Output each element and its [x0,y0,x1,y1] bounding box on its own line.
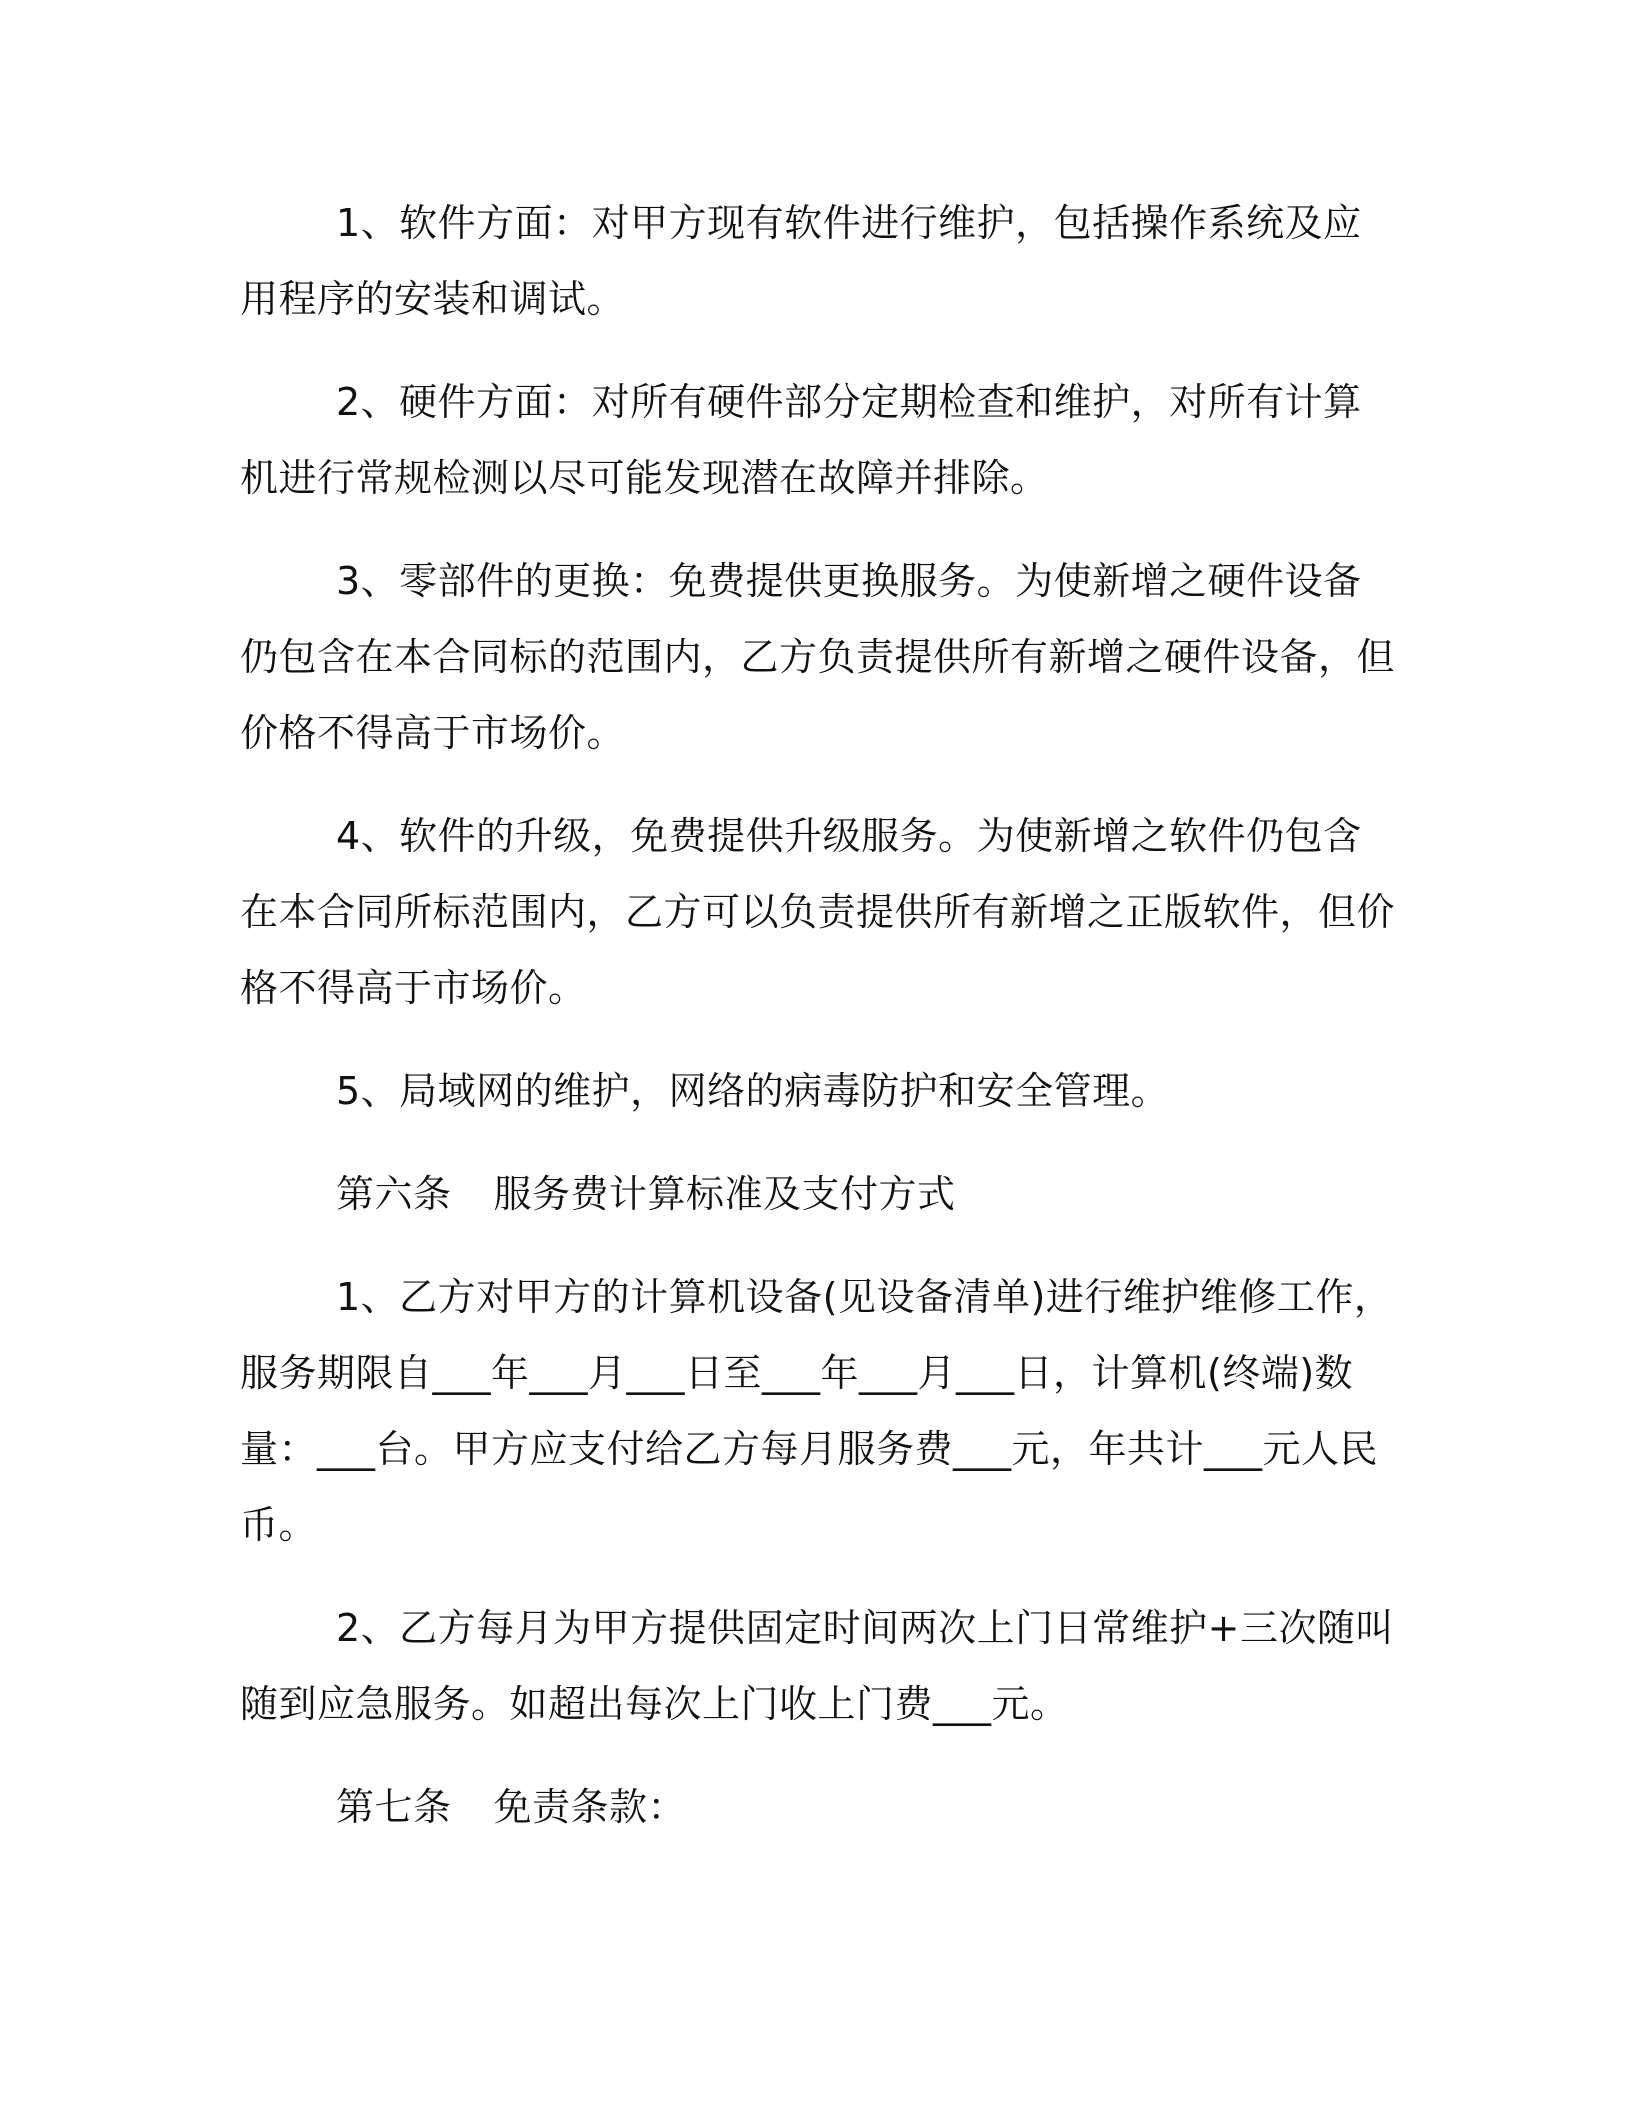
article-7-heading [240,1769,1400,1845]
clause-software-upgrade: 4、软件的升级，免费提供升级服务。为使新增之软件仍包含在本合同所标范围内，乙方可以负责提供所有新增之正版软件，但价格不得高于市场价。 [240,814,1396,1010]
article-6-heading [240,1156,1400,1232]
article-6-title: 服务费计算标准及支付方式 [493,1172,956,1216]
clause-lan-maintenance: 5、局域网的维护，网络的病毒防护和安全管理。 [336,1069,1170,1113]
article-7-number: 第七条 [336,1785,452,1829]
article-6-clause-onsite-visits: 2、乙方每月为甲方提供固定时间两次上门日常维护+三次随叫随到应急服务。如超出每次上门收上门费___元。 [240,1606,1395,1726]
document-body [240,185,1400,1845]
clause-software-maintenance: 1、软件方面：对甲方现有软件进行维护，包括操作系统及应用程序的安装和调试。 [240,201,1362,321]
article-6-number: 第六条 [336,1172,452,1216]
article-7-title: 免责条款： [493,1785,687,1829]
clause-hardware-maintenance: 2、硬件方面：对所有硬件部分定期检查和维护，对所有计算机进行常规检测以尽可能发现潜在故障并排除。 [240,380,1362,500]
article-6-clause-service-period-fee: 1、乙方对甲方的计算机设备(见设备清单)进行维护维修工作，服务期限自___年___月___日至___年___月___日，计算机(终端)数量：___台。甲方应支付给乙方每月服务费___元，年共计___元人民币。 [240,1275,1393,1547]
clause-parts-replacement: 3、零部件的更换：免费提供更换服务。为使新增之硬件设备仍包含在本合同标的范围内，乙方负责提供所有新增之硬件设备，但价格不得高于市场价。 [240,559,1396,755]
